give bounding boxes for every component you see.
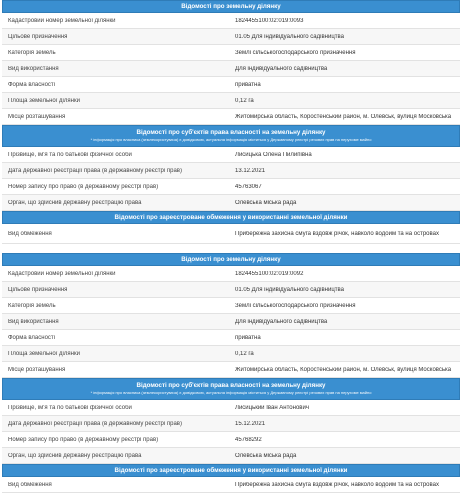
row-value: Для індивідуального садівництва	[235, 318, 328, 325]
cadastral-number: 1824455100:02:019:0093	[235, 17, 304, 24]
row-label: Прізвище, ім'я та по батькові фізичної особи	[8, 151, 132, 158]
table-row	[2, 61, 460, 77]
row-label: Номер запису про право (в державному реєстрі прав)	[8, 436, 159, 443]
owner-name: Лисицький Іван Антонович	[235, 404, 309, 411]
section-gap	[2, 244, 460, 253]
land-info-header	[2, 253, 460, 266]
table-row	[2, 29, 460, 45]
row-value	[232, 271, 460, 277]
row-value: Олевська міська рада	[235, 452, 297, 459]
table-row	[2, 362, 460, 378]
table-row	[2, 298, 460, 314]
row-label: Орган, що здійснив державну реєстрацію права	[8, 199, 142, 206]
row-label: Дата державної реєстрації права (в державному реєстрі прав)	[8, 420, 182, 427]
row-label: Цільове призначення	[8, 286, 68, 293]
row-label: Кадастровий номер земельної ділянки	[8, 17, 116, 24]
encumbrance-header	[2, 464, 460, 477]
row-value: приватна	[235, 81, 261, 88]
table-row	[2, 163, 460, 179]
row-value: 0,12 га	[235, 350, 254, 357]
row-label: Площа земельної ділянки	[8, 350, 80, 357]
row-label: Місце розташування	[8, 366, 66, 373]
row-label: Вид обмеження	[8, 481, 52, 488]
row-label: Вид використання	[8, 318, 59, 325]
land-info-title: Відомості про земельну ділянку	[181, 256, 281, 263]
row-value	[232, 18, 460, 24]
row-value: 01.05 Для індивідуального садівництва	[235, 33, 344, 40]
owner-info-note: * інформація про власника (землекористувача) є довідковою, актуальна інформація міститься у Державному реєстрі речових прав на нерухоме майно	[90, 390, 372, 395]
table-row	[2, 432, 460, 448]
row-label: Прізвище, ім'я та по батькові фізичної особи	[8, 404, 132, 411]
row-value: Прибережна захисна смуга вздовж річок, навколо водойм та на островах	[235, 481, 439, 488]
table-row	[2, 195, 460, 211]
row-value: Для індивідуального садівництва	[235, 65, 328, 72]
row-label: Орган, що здійснив державну реєстрацію права	[8, 452, 142, 459]
row-value	[232, 152, 460, 158]
row-value: 0,12 га	[235, 97, 254, 104]
row-value: Землі сільськогосподарського призначення	[235, 49, 356, 56]
row-value: Житомирська область, Коростенський район, м. Олевськ, вулиця Московська	[235, 113, 452, 120]
table-row	[2, 93, 460, 109]
table-row	[2, 266, 460, 282]
table-row	[2, 147, 460, 163]
owner-info-title: Відомості про суб'єктів права власності на земельну ділянку	[136, 382, 326, 389]
encumbrance-header	[2, 211, 460, 224]
row-value: приватна	[235, 334, 261, 341]
row-label: Форма власності	[8, 334, 55, 341]
row-value: Житомирська область, Коростенський район, м. Олевськ, вулиця Московська	[235, 366, 452, 373]
row-label: Форма власності	[8, 81, 55, 88]
row-label: Номер запису про право (в державному реєстрі прав)	[8, 183, 159, 190]
table-row	[2, 179, 460, 195]
owner-info-header	[2, 125, 460, 147]
row-value: Прибережна захисна смуга вздовж річок, навколо водойм та на островах	[235, 230, 439, 237]
table-row	[2, 224, 460, 244]
row-value: 45768292	[235, 436, 262, 443]
table-row	[2, 45, 460, 61]
land-info-header	[2, 0, 460, 13]
table-row	[2, 477, 460, 493]
row-label: Дата державної реєстрації права (в державному реєстрі прав)	[8, 167, 182, 174]
encumbrance-title: Відомості про зареєстроване обмеження у використанні земельної ділянки	[114, 214, 348, 221]
row-value: 15.12.2021	[235, 420, 266, 427]
row-label: Вид використання	[8, 65, 59, 72]
table-row	[2, 13, 460, 29]
row-value: 45763067	[235, 183, 262, 190]
cadastral-number: 1824455100:02:019:0092	[235, 270, 304, 277]
row-label: Категорія земель	[8, 302, 56, 309]
row-value: 13.12.2021	[235, 167, 266, 174]
table-row	[2, 400, 460, 416]
table-row	[2, 448, 460, 464]
row-label: Цільове призначення	[8, 33, 68, 40]
land-info-title: Відомості про земельну ділянку	[181, 3, 281, 10]
row-label: Категорія земель	[8, 49, 56, 56]
table-row	[2, 77, 460, 93]
row-value: Землі сільськогосподарського призначення	[235, 302, 356, 309]
table-row	[2, 282, 460, 298]
land-record-1	[2, 0, 460, 244]
table-row	[2, 314, 460, 330]
table-row	[2, 416, 460, 432]
owner-name: Лисицька Олена Пилипівна	[235, 151, 312, 158]
row-value: Олевська міська рада	[235, 199, 297, 206]
row-label: Площа земельної ділянки	[8, 97, 80, 104]
table-row	[2, 346, 460, 362]
land-record-2	[2, 253, 460, 493]
row-label: Кадастровий номер земельної ділянки	[8, 270, 116, 277]
table-row	[2, 330, 460, 346]
row-label: Місце розташування	[8, 113, 66, 120]
table-row	[2, 109, 460, 125]
row-value	[232, 405, 460, 411]
encumbrance-title: Відомості про зареєстроване обмеження у використанні земельної ділянки	[114, 467, 348, 474]
owner-info-header	[2, 378, 460, 400]
owner-info-title: Відомості про суб'єктів права власності на земельну ділянку	[136, 129, 326, 136]
row-label: Вид обмеження	[8, 230, 52, 237]
row-value: 01.05 Для індивідуального садівництва	[235, 286, 344, 293]
owner-info-note: * інформація про власника (землекористувача) є довідковою, актуальна інформація міститься у Державному реєстрі речових прав на нерухоме майно	[90, 137, 372, 142]
